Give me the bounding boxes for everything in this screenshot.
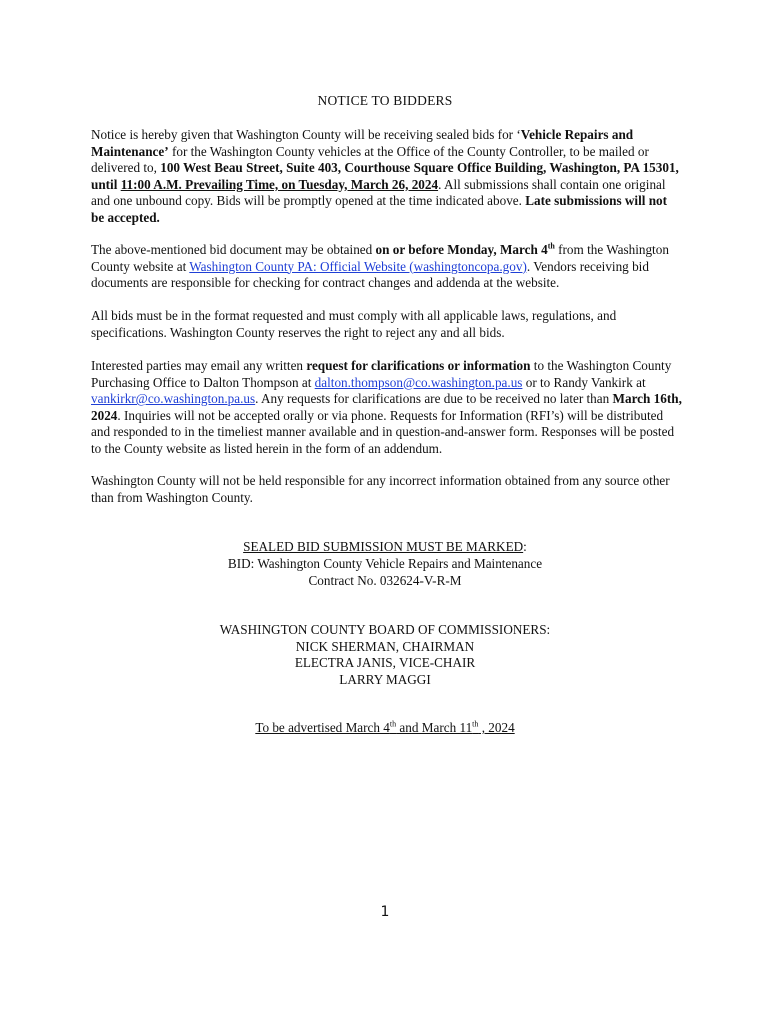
advertisement-dates: To be advertised March 4th and March 11th , 2024: [255, 719, 515, 735]
p4-text-d: or to Randy Vankirk at: [522, 374, 646, 390]
board-member-chair: NICK SHERMAN, CHAIRMAN: [295, 639, 475, 654]
paragraph-disclaimer: [91, 473, 683, 506]
p1-deadline: 11:00 A.M. Prevailing Time, on Tuesday, March 26, 2024: [120, 176, 439, 192]
paragraph-bid-notice: [91, 127, 683, 227]
board-title: WASHINGTON COUNTY BOARD OF COMMISSIONERS:: [219, 622, 551, 637]
board-member-vice-chair: ELECTRA JANIS, VICE-CHAIR: [294, 655, 476, 670]
board-member: LARRY MAGGI: [339, 672, 431, 687]
p4-text-a: Interested parties may email any written: [91, 358, 307, 373]
p5-text: Washington County will not be held responsible for any incorrect information obtained from any source other than from Washington County.: [91, 473, 670, 505]
p2-text-d: . Vendors receiving bid documents are responsible for checking for contract changes and addenda at the website.: [91, 258, 649, 291]
p1-text-c: for the Washington County vehicles at the Office of the County Controller, to be mailed or delivered to,: [91, 143, 649, 176]
p4-text-e: . Any requests for clarifications are due to be received no later than: [255, 391, 613, 407]
county-website-link[interactable]: Washington County PA: Official Website (washingtoncopa.gov): [189, 258, 527, 274]
p4-request-bold: request for clarifications or information: [306, 358, 531, 373]
p1-text-f: . All submissions shall contain one original and one unbound copy. Bids will be promptly opened at the time indicated above.: [91, 176, 666, 209]
paragraph-format-requirements: [91, 308, 683, 341]
p3-text: All bids must be in the format requested and must comply with all applicable laws, regulations, and specifications. Washington County reserves the right to reject any and all bids.: [91, 308, 617, 340]
sealed-bid-name: BID: Washington County Vehicle Repairs and Maintenance: [227, 556, 543, 571]
p4-text-g: . Inquiries will not be accepted orally or via phone. Requests for Information (RFI’s) will be distributed and responded to in the timeliest manner available and in question-and-answer form. Responses will be posted to the County website as listed herein in the form of an addendum.: [91, 407, 675, 456]
p2-text-c: from the Washington County website at: [91, 242, 669, 274]
p1-address: 100 West Beau Street, Suite 403, Courthouse Square Office Building, Washington, PA 15301, until: [91, 160, 679, 192]
sealed-bid-heading: SEALED BID SUBMISSION MUST BE MARKED:: [243, 539, 527, 554]
p1-late-warning: Late submissions will not be accepted.: [91, 193, 668, 225]
p2-date: on or before Monday, March 4th: [375, 241, 555, 257]
notice-title: NOTICE TO BIDDERS: [317, 93, 453, 108]
p1-text-a: Notice is hereby given that Washington County will be receiving sealed bids for ‘: [91, 127, 521, 142]
page-number: 1: [380, 904, 390, 920]
email-link-thompson[interactable]: dalton.thompson@co.washington.pa.us: [314, 374, 523, 390]
p4-due-date: March 16th, 2024: [91, 391, 682, 423]
p4-text-c: to the Washington County Purchasing Office to Dalton Thompson at: [91, 358, 672, 390]
paragraph-clarifications: [91, 358, 683, 458]
p1-project-name: Vehicle Repairs and Maintenance’: [91, 127, 634, 159]
paragraph-document-availability: [91, 242, 683, 292]
email-link-vankirk[interactable]: vankirkr@co.washington.pa.us: [91, 391, 256, 407]
contract-number: Contract No. 032624-V-R-M: [308, 573, 462, 588]
p2-text-a: The above-mentioned bid document may be obtained: [91, 242, 376, 257]
